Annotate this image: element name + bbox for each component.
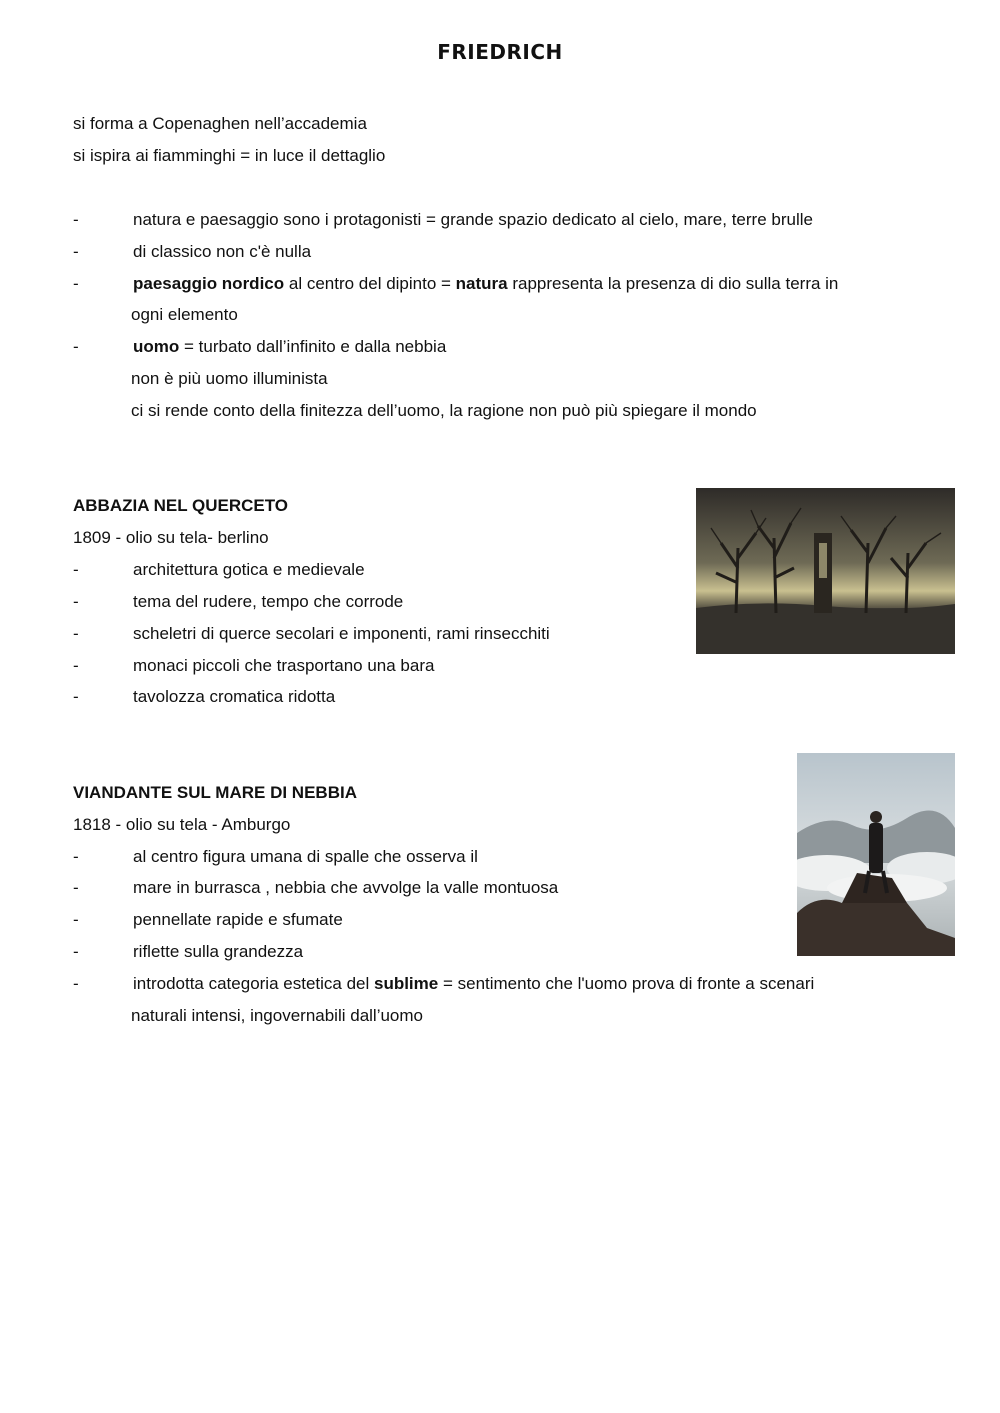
list-item-continuation: ogni elemento [131,305,238,324]
bullet-dash: - [73,910,79,929]
list-item: - introdotta categoria estetica del sublime = sentimento che l'uomo prova di fronte a scenari [73,974,815,993]
bullet-dash: - [73,274,79,293]
list-item: - natura e paesaggio sono i protagonisti = grande spazio dedicato al cielo, mare, terre brulle [73,210,813,229]
list-item: - paesaggio nordico al centro del dipinto = natura rappresenta la presenza di dio sulla terra in [73,274,839,293]
list-item-continuation: naturali intensi, ingovernabili dall’uomo [131,1006,424,1025]
abbazia-painting-image [696,488,955,654]
bullet-dash: - [73,974,79,993]
artwork-info: 1809 - olio su tela- berlino [73,528,269,547]
list-item: - al centro figura umana di spalle che osserva il [73,847,478,866]
list-item: - pennellate rapide e sfumate [73,910,343,929]
list-item: - monaci piccoli che trasportano una bara [73,656,435,675]
list-item: - tema del rudere, tempo che corrode [73,592,404,611]
bullet-dash: - [73,687,79,706]
intro-line: si ispira ai fiamminghi = in luce il dettaglio [73,146,386,165]
list-item-continuation: non è più uomo illuminista [131,369,328,388]
list-item: - mare in burrasca , nebbia che avvolge la valle montuosa [73,878,559,897]
bullet-dash: - [73,242,79,261]
bullet-dash: - [73,878,79,897]
bullet-dash: - [73,847,79,866]
list-item: - riflette sulla grandezza [73,942,304,961]
bullet-dash: - [73,656,79,675]
list-item: - uomo = turbato dall’infinito e dalla nebbia [73,337,447,356]
intro-line: si forma a Copenaghen nell’accademia [73,114,367,133]
bullet-dash: - [73,210,79,229]
bullet-dash: - [73,560,79,579]
artwork-info: 1818 - olio su tela - Amburgo [73,815,291,834]
bullet-dash: - [73,942,79,961]
page-title: FRIEDRICH [437,40,563,64]
section-heading-abbazia: ABBAZIA NEL QUERCETO [73,496,289,515]
bullet-dash: - [73,592,79,611]
section-heading-viandante: VIANDANTE SUL MARE DI NEBBIA [73,783,357,802]
list-item: - architettura gotica e medievale [73,560,365,579]
list-item: - scheletri di querce secolari e imponenti, rami rinsecchiti [73,624,550,643]
viandante-painting-image [797,753,955,956]
list-item: - tavolozza cromatica ridotta [73,687,336,706]
bullet-dash: - [73,624,79,643]
bullet-dash: - [73,337,79,356]
list-item-continuation: ci si rende conto della finitezza dell’uomo, la ragione non può più spiegare il mondo [131,401,757,420]
list-item: - di classico non c'è nulla [73,242,312,261]
